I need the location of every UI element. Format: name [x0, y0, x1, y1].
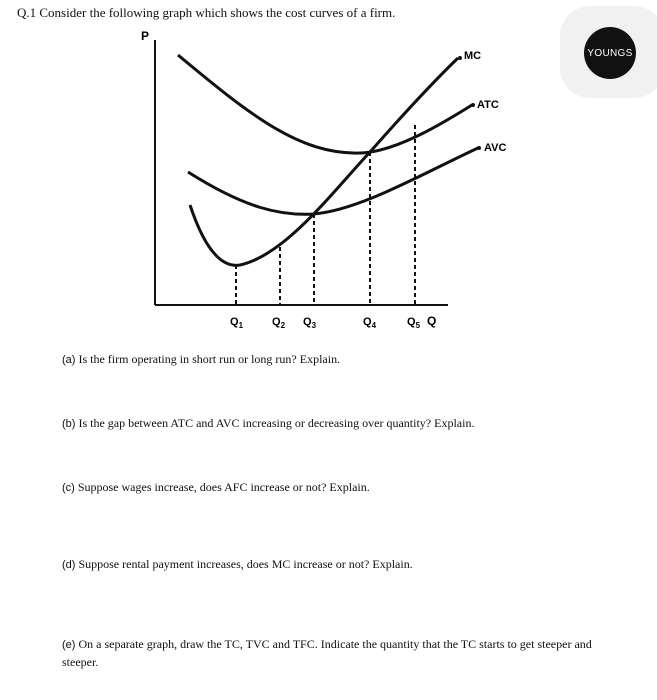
part-b: (b) Is the gap between ATC and AVC increasing or decreasing over quantity? Explain. [62, 416, 475, 430]
mc-curve [190, 58, 458, 265]
part-e: (e) On a separate graph, draw the TC, TVC and TFC. Indicate the quantity that the TC starts to get steeper and steeper. [62, 637, 592, 669]
mc-label: MC [464, 50, 482, 62]
youngs-logo: YOUNGS [584, 27, 636, 79]
q5-label: $Q_5$ [407, 316, 421, 330]
part-c: (c) Suppose wages increase, does AFC increase or not? Explain. [62, 480, 370, 494]
atc-curve [178, 55, 472, 153]
avc-curve [188, 148, 478, 214]
q4-label: $Q_4$ [363, 316, 377, 330]
q2-label: $Q_2$ [272, 316, 286, 330]
q1-label: $Q_1$ [230, 316, 244, 330]
part-d: (d) Suppose rental payment increases, does MC increase or not? Explain. [62, 557, 413, 571]
y-axis-label: P [141, 29, 150, 43]
question-title: Q.1 Consider the following graph which shows the cost curves of a firm. [17, 5, 396, 20]
atc-label: ATC [477, 99, 499, 111]
cost-curves-graph [0, 0, 657, 345]
x-axis-label: Q [427, 314, 437, 328]
avc-label: AVC [484, 142, 507, 154]
q3-label: $Q_3$ [303, 316, 317, 330]
part-a: (a) Is the firm operating in short run or long run? Explain. [62, 352, 341, 366]
